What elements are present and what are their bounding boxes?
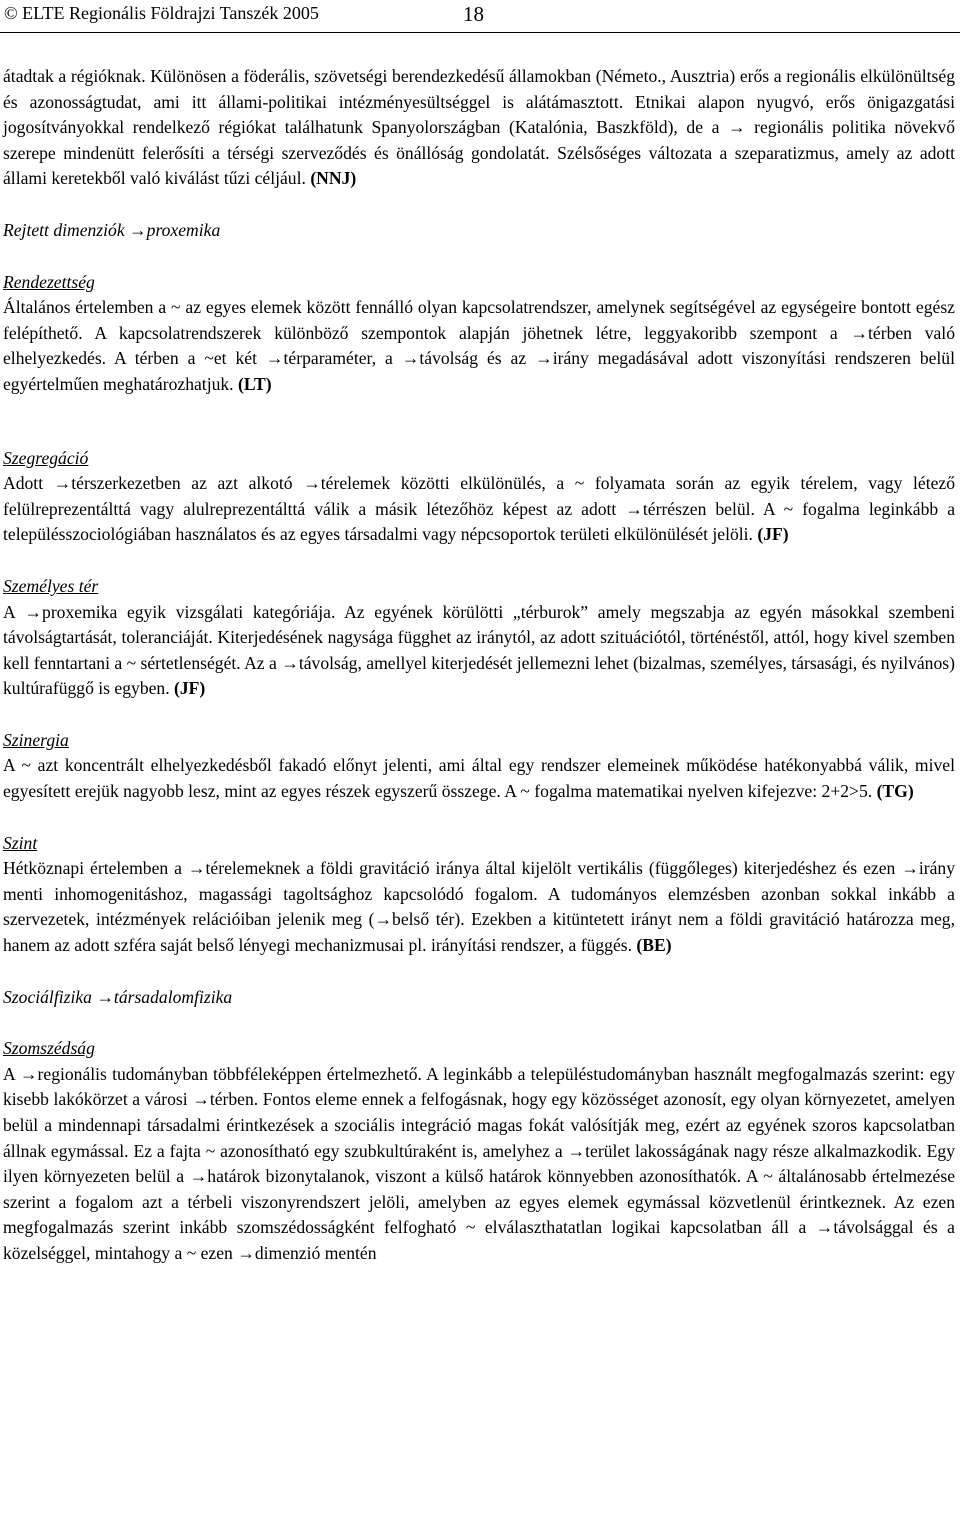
entry-heading-szinergia: Szinergia	[3, 729, 69, 750]
entry-ref-szinergia: (TG)	[876, 781, 914, 802]
entry-text-szegregacio: Adott →térszerkezetben az azt alkotó →térelemek közötti elkülönülés, a ~ folyamata során az egyik térelem, vagy létező felülreprezentálttá vagy alulreprezentálttá válik a másik létezőhöz képest az adott →térrészen belül. A ~ fogalma leginkább a településszociológiában használatos és az egyes társadalmi vagy népcsoportok területi elkülönülését jelöli.	[3, 473, 955, 545]
entry-body-szint	[3, 856, 955, 958]
entry-body-szinergia	[3, 753, 955, 804]
entry-ref-rendezettseg: (LT)	[237, 373, 272, 394]
entry-text-szinergia: A ~ azt koncentrált elhelyezkedésből fakadó előnyt jelenti, ami által egy rendszer elemeinek működése hatékonyabbá válik, mivel egyesített erejük nagyobb lesz, mint az egyes részek egyszerű összege. A ~ fogalma matematikai nyelven kifejezve: 2+2>5.	[3, 755, 955, 802]
continued-entry-text: átadtak a régióknak. Különösen a föderális, szövetségi berendezkedésű államokban (Németo., Ausztria) erős a regionális elkülönültség és azonosságtudat, ami itt állami-politikai intézményesültséggel is alátámasztott. Etnikai alapon nyugvó, erős önigazgatási jogosítványokkal rendelkező régiókat találhatunk Spanyolországban (Katalónia, Baszkföld), de a → regionális politika növekvő szerepe mindenütt felerősíti a térségi szerveződés és önállóság gondolatát. Szélsőséges változata a szeparatizmus, amely az adott állami keretekből való kiválást tűzi céljául.	[3, 66, 955, 189]
header-copyright: © ELTE Regionális Földrajzi Tanszék 2005	[4, 3, 319, 23]
entry-body-szegregacio	[3, 471, 955, 548]
entry-text-szint: Hétköznapi értelemben a →térelemeknek a földi gravitáció iránya által kijelölt vertikális (függőleges) kiterjedéshez és ezen →irány menti inhomogenitáshoz, magassági tagoltsághoz kapcsolódó fogalom. A tudományos elemzésben azonban sokkal inkább a szervezetek, intézmények relációiban jelenik meg (→belső tér). Ezekben a kitüntetett irányt nem a földi gravitáció határozza meg, hanem az adott szféra saját belső lényegi mechanizmusai pl. irányítási rendszer, a függés.	[3, 858, 955, 956]
continued-entry-ref: (NNJ)	[310, 168, 357, 189]
entry-body-szomszedsag	[3, 1062, 955, 1267]
entry-heading-szemelyes-ter: Személyes tér	[3, 575, 99, 596]
entry-body-szemelyes-ter	[3, 600, 955, 702]
entry-ref-szint: (BE)	[636, 935, 672, 956]
entry-text-rendezettseg: Általános értelemben a ~ az egyes elemek között fennálló olyan kapcsolatrendszer, amelynek segítségével az egységeire bontott egész felépíthető. A kapcsolatrendszerek különböző szempontok alapján jöhetnek létre, leggyakoribb szempont a →térben való elhelyezkedés. A térben a ~et két →térparaméter, a →távolság és az →irány megadásával adott viszonyítási rendszeren belül egyértelműen meghatározhatjuk.	[3, 297, 955, 394]
glossary-content	[3, 64, 955, 1267]
crossref-szocialfizika: Szociálfizika →társadalomfizika	[3, 986, 233, 1007]
page-header	[0, 0, 960, 34]
page-number: 18	[463, 2, 484, 26]
entry-body-rendezettseg	[3, 295, 955, 397]
continued-entry	[3, 64, 955, 192]
entry-ref-szegregacio: (JF)	[757, 524, 789, 545]
entry-ref-szemelyes-ter: (JF)	[174, 678, 206, 699]
entry-heading-rendezettseg: Rendezettség	[3, 271, 95, 292]
header-rule	[0, 32, 960, 33]
entry-text-szomszedsag: A →regionális tudományban többféleképpen értelmezhető. A leginkább a településtudományban használt megfogalmazás szerint: egy kisebb lakókörzet a városi →térben. Fontos eleme ennek a felfogásnak, hogy egy közösséget azonosít, egy olyan környezetet, amelyen belül a mindennapi társadalmi érintkezések a szociális integráció magas fokát valósítják meg, ezért az egyének szoros kapcsolatban állnak egymással. Ez a fajta ~ azonosítható egy szubkultúraként is, amelyhez a →terület lakosságának nagy része alkalmazkodik. Egy ilyen környezeten belül a →határok bizonytalanok, viszont a külső határok könnyebben azonosíthatók. A ~ általánosabb értelmezése szerint a fogalom azt a térbeli viszonyrendszert jelöli, amelyben az egyes elemek egymással közvetlenül érintkeznek. Az ezen megfogalmazás szerint inkább szomszédosságként felfogható ~ elválaszthatatlan logikai kapcsolatban áll a →távolsággal és a közelséggel, mintahogy a ~ ezen →dimenzió mentén	[3, 1063, 955, 1263]
entry-heading-szegregacio: Szegregáció	[3, 447, 89, 468]
entry-heading-szomszedsag: Szomszédság	[3, 1038, 95, 1059]
entry-heading-szint: Szint	[3, 832, 38, 853]
crossref-rejtett: Rejtett dimenziók →proxemika	[3, 219, 221, 240]
entry-text-szemelyes-ter: A →proxemika egyik vizsgálati kategóriája. Az egyének körülötti „térburok” amely megszabja az egyén másokkal szembeni távolságtartását, toleranciáját. Kiterjedésének nagysága függhet az iránytól, az adott szituációtól, történéstől, attól, hogy kivel szemben kell fenntartani a ~ sértetlenségét. Az a →távolság, amellyel kiterjedését jellemezni lehet (bizalmas, személyes, társasági, és nyilvános) kultúrafüggő is egyben.	[3, 601, 955, 699]
